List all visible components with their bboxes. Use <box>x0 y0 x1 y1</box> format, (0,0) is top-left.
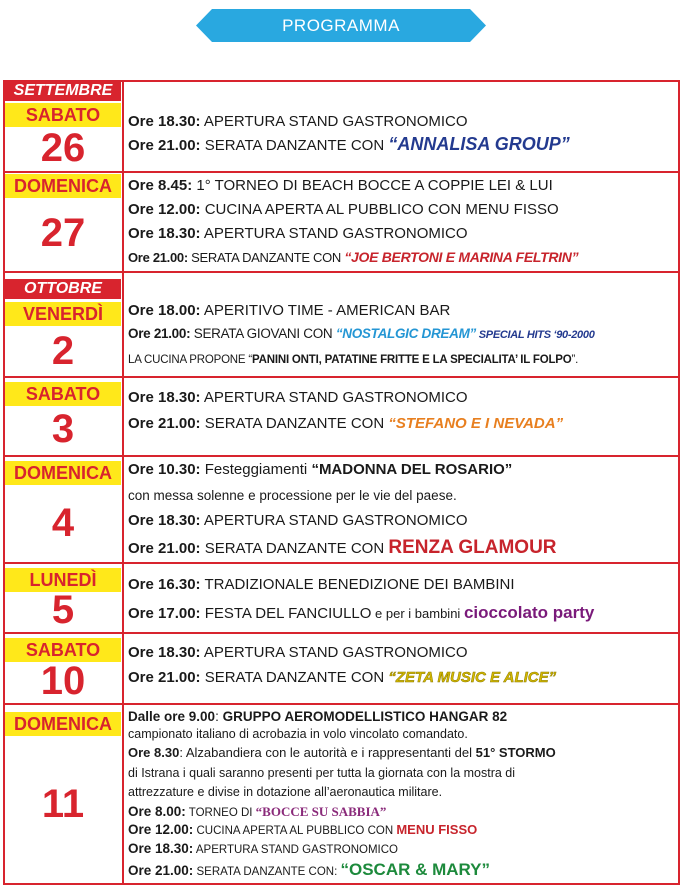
text-segment: Ore 21.00: <box>128 250 188 265</box>
text-segment: CUCINA APERTA AL PUBBLICO CON <box>193 825 397 837</box>
event-line <box>128 389 468 406</box>
text-segment: attrezzature e divise in dotazione all’aeronautica militare. <box>128 785 443 799</box>
text-segment: Ore 18.30: <box>128 389 201 406</box>
column-divider <box>122 80 124 885</box>
text-segment: Ore 8.00: <box>128 804 186 819</box>
text-segment: APERTURA STAND GASTRONOMICO <box>200 389 468 406</box>
menu-label: MENU FISSO <box>396 822 478 837</box>
day-number: 10 <box>40 659 86 703</box>
event-line <box>128 822 477 837</box>
month-label-september: SETTEMBRE <box>5 81 121 101</box>
performer-name: “ANNALISA GROUP” <box>388 134 570 154</box>
text-segment: SPECIAL HITS ‘90-2000 <box>475 329 595 341</box>
event-line <box>128 644 468 661</box>
text-segment: Ore 12.00: <box>128 822 194 837</box>
text-segment: 51° STORMO <box>475 745 556 760</box>
event-line <box>128 669 556 686</box>
day-name: SABATO <box>5 382 121 406</box>
event-line <box>128 745 556 760</box>
day-name: LUNEDÌ <box>5 568 121 592</box>
text-segment: campionato italiano di acrobazia in volo vincolato comandato. <box>128 727 468 741</box>
text-segment: APERTURA STAND GASTRONOMICO <box>200 113 468 130</box>
page-title: PROGRAMMA <box>282 16 400 35</box>
text-segment: Ore 18.30: <box>128 512 201 529</box>
day-name: DOMENICA <box>5 712 121 736</box>
text-segment: Dalle ore 9.00 <box>128 709 216 724</box>
text-segment: Ore 18.30: <box>128 225 201 242</box>
day-name: SABATO <box>5 638 121 662</box>
text-segment: APERTURA STAND GASTRONOMICO <box>200 225 468 242</box>
text-segment: Ore 21.00: <box>128 137 201 154</box>
text-segment: SERATA DANZANTE CON <box>200 669 389 686</box>
text-segment: SERATA DANZANTE CON <box>187 250 345 265</box>
text-segment: ”. <box>571 354 579 366</box>
event-line <box>128 766 515 780</box>
day-name: VENERDÌ <box>5 302 121 326</box>
day-number: 4 <box>51 501 75 545</box>
performer-name: “ZETA MUSIC E ALICE” <box>388 669 557 686</box>
text-segment: Ore 21.00: <box>128 669 201 686</box>
text-segment: Ore 17.00: <box>128 605 201 622</box>
text-segment: APERITIVO TIME - AMERICAN BAR <box>200 302 451 319</box>
day-number: 5 <box>51 588 75 632</box>
day-number: 3 <box>51 407 75 451</box>
text-segment: Ore 18.30: <box>128 841 194 856</box>
header-banner <box>196 9 486 42</box>
row-divider <box>3 703 680 705</box>
text-segment: Ore 10.30: <box>128 461 201 478</box>
text-segment: FESTA DEL FANCIULLO <box>200 605 372 622</box>
performer-name: RENZA GLAMOUR <box>388 537 557 558</box>
text-segment: 1° TORNEO DI BEACH BOCCE A COPPIE LEI & LUI <box>192 177 553 194</box>
performer-name: “STEFANO E I NEVADA” <box>388 415 564 432</box>
text-segment: Ore 12.00: <box>128 201 201 218</box>
event-line <box>128 177 553 194</box>
event-line <box>128 249 578 265</box>
text-segment: Ore 8.45: <box>128 177 193 194</box>
event-line <box>128 576 515 593</box>
text-segment: TRADIZIONALE BENEDIZIONE DEI BAMBINI <box>200 576 515 593</box>
performer-name: “JOE BERTONI E MARINA FELTRIN” <box>344 249 579 265</box>
text-segment: : <box>215 709 223 724</box>
event-line <box>128 225 468 242</box>
event-line <box>128 537 557 559</box>
row-divider <box>3 271 680 273</box>
event-line <box>128 461 512 478</box>
text-segment: Ore 21.00: <box>128 326 191 341</box>
row-divider <box>3 171 680 173</box>
text-segment: APERTURA STAND GASTRONOMICO <box>193 844 398 856</box>
text-segment: : Alzabandiera con le autorità e i rappresentanti del <box>179 745 476 760</box>
performer-name: “NOSTALGIC DREAM” <box>335 326 476 341</box>
event-line <box>128 488 457 503</box>
text-segment: SERATA DANZANTE CON <box>200 540 389 557</box>
text-segment: SERATA DANZANTE CON <box>200 137 389 154</box>
day-name: SABATO <box>5 103 121 127</box>
text-segment: Ore 16.30: <box>128 576 201 593</box>
day-number: 2 <box>51 329 75 373</box>
text-segment: Ore 18.30: <box>128 113 201 130</box>
text-segment: PANINI ONTI, PATATINE FRITTE E LA SPECIALITA’ IL FOLPO <box>252 354 572 366</box>
text-segment: Ore 8.30 <box>128 745 180 760</box>
text-segment: Ore 18.30: <box>128 644 201 661</box>
text-segment: Ore 18.00: <box>128 302 201 319</box>
text-segment: Ore 21.00: <box>128 540 201 557</box>
feast-name: “MADONNA DEL ROSARIO” <box>311 461 513 478</box>
tournament-name: “BOCCE SU SABBIA” <box>255 804 387 819</box>
month-label-october: OTTOBRE <box>5 279 121 299</box>
event-line <box>128 354 578 366</box>
text-segment: SERATA DANZANTE CON: <box>193 866 341 878</box>
day-name: DOMENICA <box>5 461 121 485</box>
day-number: 27 <box>40 211 86 255</box>
day-number: 11 <box>41 782 85 826</box>
event-line <box>128 415 563 432</box>
text-segment: APERTURA STAND GASTRONOMICO <box>200 644 468 661</box>
event-line <box>128 804 386 820</box>
text-segment: APERTURA STAND GASTRONOMICO <box>200 512 468 529</box>
event-line <box>128 841 398 856</box>
event-line <box>128 603 594 623</box>
text-segment: con messa solenne e processione per le vie del paese. <box>128 488 457 503</box>
event-line <box>128 860 490 880</box>
event-line <box>128 302 450 319</box>
event-line <box>128 727 468 741</box>
event-line <box>128 709 507 724</box>
text-segment: LA CUCINA PROPONE “ <box>128 354 253 366</box>
text-segment: SERATA GIOVANI CON <box>190 326 336 341</box>
event-line <box>128 134 570 155</box>
text-segment: CUCINA APERTA AL PUBBLICO CON MENU FISSO <box>200 201 559 218</box>
row-divider <box>3 376 680 378</box>
row-divider <box>3 455 680 457</box>
performer-name: “OSCAR & MARY” <box>340 860 491 879</box>
event-line <box>128 785 442 799</box>
text-segment: Ore 21.00: <box>128 415 201 432</box>
text-segment: di Istrana i quali saranno presenti per tutta la giornata con la mostra di <box>128 766 516 780</box>
event-line <box>128 201 559 218</box>
row-divider <box>3 632 680 634</box>
text-segment: Ore 21.00: <box>128 863 194 878</box>
text-segment: SERATA DANZANTE CON <box>200 415 389 432</box>
event-line <box>128 113 468 130</box>
day-number: 26 <box>40 126 86 170</box>
text-segment: e per i bambini <box>371 606 464 621</box>
text-segment: GRUPPO AEROMODELLISTICO HANGAR 82 <box>222 709 508 724</box>
party-name: cioccolato party <box>463 603 595 622</box>
text-segment: Festeggiamenti <box>200 461 312 478</box>
text-segment: TORNEO DI <box>185 807 256 819</box>
row-divider <box>3 562 680 564</box>
event-line <box>128 512 468 529</box>
day-name: DOMENICA <box>5 174 121 198</box>
event-line <box>128 326 595 341</box>
